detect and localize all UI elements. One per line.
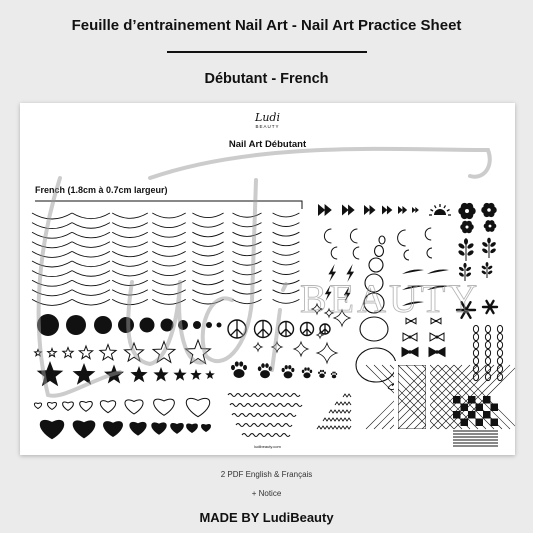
hearts-group <box>34 398 210 438</box>
french-tip-arc <box>32 213 72 219</box>
french-tip-arc <box>152 242 185 247</box>
sparkle-icon <box>317 343 337 363</box>
french-tip-arc <box>273 251 300 255</box>
leaf <box>466 249 474 256</box>
lightning-icon <box>325 264 354 302</box>
moon-icon <box>350 229 357 243</box>
lightning-icon <box>344 286 351 302</box>
french-tip-arc <box>233 232 262 236</box>
bow-icon <box>402 318 445 356</box>
french-tip-arc <box>32 261 72 267</box>
leaf <box>458 272 464 278</box>
french-tip-arc <box>152 299 185 304</box>
paw-toe <box>288 365 291 369</box>
paw-toe <box>331 373 333 375</box>
french-tip-arc <box>72 299 110 305</box>
paw-toe <box>304 367 307 370</box>
star-icon <box>37 361 64 386</box>
checkerboard-pattern <box>453 396 498 426</box>
sparkle-icon <box>254 343 262 351</box>
french-tip-arc <box>233 223 262 227</box>
star-icon <box>104 365 124 384</box>
peace-lines <box>302 323 311 336</box>
moon-icon <box>324 228 432 260</box>
french-tip-arc <box>152 232 185 237</box>
checker-square <box>461 419 469 427</box>
star-icon <box>63 348 73 358</box>
star-icon <box>186 340 211 364</box>
leaf <box>487 238 491 244</box>
argyle-mask <box>396 363 428 431</box>
french-tip-arc <box>233 280 262 284</box>
oval-outline <box>375 246 384 257</box>
filled-circle <box>217 323 222 328</box>
heart-icon <box>63 402 74 410</box>
paw-toe <box>243 365 247 370</box>
stars-group <box>35 340 215 386</box>
paw-toe <box>261 363 265 368</box>
french-tip-arc <box>72 271 110 277</box>
french-tip-arc <box>273 223 300 227</box>
section-underline <box>35 201 302 209</box>
leaf <box>465 272 471 278</box>
checker-square <box>468 411 476 419</box>
checker-square <box>453 396 461 404</box>
bow-knot <box>435 320 437 322</box>
paw-toe <box>302 370 305 373</box>
formats-note: 2 PDF English & Français <box>220 470 313 479</box>
chain-link <box>473 357 478 364</box>
star-icon <box>190 369 201 380</box>
french-tip-arc <box>72 242 110 248</box>
filled-circle <box>178 320 188 330</box>
flower-center <box>465 225 468 228</box>
french-tip-arc <box>233 299 262 303</box>
notice-note: + Notice <box>251 489 282 498</box>
paw-pad <box>234 369 245 378</box>
paw-pad <box>319 374 325 379</box>
french-tip-arc <box>32 299 72 305</box>
arrow-head <box>412 207 416 213</box>
heart-icon <box>73 421 95 438</box>
french-tip-arc <box>32 232 72 238</box>
circles-row <box>37 314 222 336</box>
paw-toe <box>324 371 326 374</box>
french-tip-arc <box>112 242 148 247</box>
moon-icon <box>331 247 337 259</box>
leaf <box>458 266 464 272</box>
sheet-brand-sub: BEAUTY <box>255 124 280 129</box>
sheet-title: Nail Art Débutant <box>228 139 307 150</box>
paw-toe <box>235 361 239 366</box>
oval-outline <box>364 293 384 313</box>
paw-pad <box>284 371 293 378</box>
page-title: Feuille d’entrainement Nail Art - Nail Art Practice Sheet <box>71 17 462 34</box>
checker-square <box>491 419 499 427</box>
french-tip-arc <box>192 290 223 295</box>
star-icon <box>73 363 96 385</box>
moon-icon <box>324 229 331 243</box>
french-tip-arc <box>152 280 185 285</box>
wave-line <box>230 404 302 407</box>
chain-link <box>473 349 478 356</box>
french-tip-arc <box>192 251 223 256</box>
oval-outline <box>365 274 383 292</box>
sun-ray <box>430 210 433 212</box>
arrow-head <box>342 205 349 216</box>
oval-outline <box>379 236 385 244</box>
sparkle-icon <box>312 304 322 314</box>
french-tip-arc <box>233 290 262 294</box>
oval-outline <box>369 258 383 272</box>
paw-toe <box>334 372 336 374</box>
peace-lines <box>257 321 269 338</box>
swoosh-stroke <box>427 270 449 275</box>
french-tip-arc <box>152 271 185 276</box>
chain-link <box>485 333 490 340</box>
flower-center <box>465 209 469 213</box>
paw-toe <box>322 370 324 373</box>
oval-outline <box>360 317 388 341</box>
watermark-word: BEAUTY <box>300 276 481 321</box>
filled-circle <box>37 314 59 336</box>
french-tip-arc <box>112 271 148 276</box>
filled-circle <box>94 316 112 334</box>
paw-icon <box>231 361 337 378</box>
french-tip-arc <box>112 290 148 295</box>
french-tip-arc <box>112 261 148 266</box>
checker-square <box>461 404 469 412</box>
paw-toe <box>269 366 273 371</box>
heart-icon <box>34 403 41 409</box>
french-tip-arc <box>192 242 223 247</box>
star-icon <box>153 342 175 363</box>
moon-icon <box>404 250 409 260</box>
sparkle-icon <box>325 309 333 317</box>
moon-icon <box>353 247 359 259</box>
paw-toe <box>231 365 235 370</box>
arrow-head <box>325 204 332 216</box>
leaf-icon <box>457 238 496 281</box>
french-tip-arc <box>72 261 110 267</box>
leaf <box>481 270 487 275</box>
heart-icon <box>125 400 143 414</box>
french-tip-arc <box>112 223 148 228</box>
chain-link <box>497 333 502 340</box>
swoosh-stroke <box>427 286 449 291</box>
french-tip-arc <box>112 251 148 256</box>
checker-square <box>483 396 491 404</box>
zigzag-line <box>329 410 351 413</box>
french-tip-arc <box>233 251 262 255</box>
heart-icon <box>187 424 198 432</box>
chain-link <box>497 349 502 356</box>
peace-lines <box>231 320 244 338</box>
leaf <box>465 266 471 272</box>
filled-circle <box>140 318 155 333</box>
filled-circle <box>193 321 201 329</box>
leaf <box>466 242 474 249</box>
french-tip-arc <box>192 271 223 276</box>
star-icon <box>173 368 186 381</box>
sun-icon <box>429 204 451 215</box>
sun-half <box>434 209 446 215</box>
leaf <box>481 248 488 255</box>
sparkle-icon <box>294 342 308 356</box>
checker-square <box>476 419 484 427</box>
leaf <box>489 241 496 248</box>
paw-toe <box>320 370 322 373</box>
arrow-icon <box>318 204 419 216</box>
lightning-icon <box>325 285 332 301</box>
leaf <box>464 238 468 244</box>
french-tip-arc <box>32 280 72 286</box>
chain-link <box>473 325 478 332</box>
french-section-label: French (1.8cm à 0.7cm largeur) <box>35 185 168 195</box>
moon-icon <box>398 230 406 246</box>
french-tip-arc <box>32 223 72 229</box>
moon-icon <box>425 228 431 240</box>
leaf <box>481 265 487 270</box>
sparkle-icon <box>272 342 282 352</box>
heart-icon <box>201 424 210 431</box>
french-tip-arc <box>192 213 223 218</box>
leaf <box>486 262 489 266</box>
french-tip-arc <box>72 280 110 286</box>
paw-toe <box>282 368 285 372</box>
chain-link <box>497 341 502 348</box>
french-tip-arc <box>32 290 72 296</box>
chain-link <box>473 341 478 348</box>
practice-sheet <box>20 103 515 455</box>
french-tip-arc <box>192 223 223 228</box>
french-tip-arc <box>273 299 300 303</box>
french-tip-arc <box>32 271 72 277</box>
heart-icon <box>104 422 123 437</box>
peace-lines <box>322 324 329 334</box>
french-tip-arc <box>32 242 72 248</box>
checker-square <box>453 411 461 419</box>
zigzag-line <box>317 426 351 429</box>
filled-circle <box>66 315 86 335</box>
leaf <box>487 270 493 275</box>
chain-link <box>485 325 490 332</box>
paw-pad <box>260 370 270 378</box>
star-icon <box>125 343 144 361</box>
flower-center <box>487 208 491 212</box>
heart-icon <box>130 422 146 435</box>
leaf <box>457 242 465 249</box>
lightning-icon <box>346 264 354 282</box>
french-tip-arc <box>72 232 110 238</box>
paw-toe <box>336 373 338 375</box>
practice-art <box>20 103 515 455</box>
filled-circle <box>161 319 174 332</box>
paw-toe <box>291 368 294 372</box>
chain-link <box>497 357 502 364</box>
zigzag-pyramid <box>317 394 351 429</box>
swoosh-stroke <box>402 286 424 291</box>
wave-lines <box>228 394 302 437</box>
french-tip-arc <box>72 290 110 296</box>
french-tip-arc <box>273 232 300 236</box>
leaf <box>457 249 465 256</box>
star-icon <box>79 346 92 359</box>
star-icon <box>100 345 116 360</box>
bow-knot <box>410 320 412 322</box>
arrow-head <box>402 206 407 214</box>
french-tip-arc <box>273 261 300 265</box>
paw-toe <box>332 372 334 374</box>
leaf <box>489 248 496 255</box>
made-by-credit: MADE BY LudiBeauty <box>199 510 334 525</box>
french-tip-arc <box>192 280 223 285</box>
french-tip-arc <box>273 280 300 284</box>
french-tip-arc <box>192 261 223 266</box>
swoosh-stroke <box>402 302 424 307</box>
arrow-head <box>318 204 325 216</box>
french-tip-arc <box>112 213 148 218</box>
moon-icon <box>427 248 432 258</box>
paw-toe <box>285 365 288 369</box>
leaf <box>463 263 466 268</box>
heart-icon <box>152 423 166 434</box>
french-tip-arc <box>112 280 148 285</box>
french-tip-arc <box>152 251 185 256</box>
arrow-head <box>398 206 403 214</box>
zigzag-line <box>343 394 351 397</box>
heart-icon <box>80 401 93 411</box>
arrow-head <box>364 205 370 215</box>
star-icon <box>153 367 168 382</box>
leaf <box>487 265 493 270</box>
checker-square <box>483 411 491 419</box>
filled-circle <box>118 317 134 333</box>
arrow-head <box>370 205 376 215</box>
french-tip-arc <box>273 213 300 217</box>
chain-link <box>497 325 502 332</box>
heart-icon <box>171 423 184 433</box>
filled-circle <box>206 322 212 328</box>
bow-knot <box>435 335 438 338</box>
chain-link <box>473 333 478 340</box>
checker-square <box>491 404 499 412</box>
bow-knot <box>408 350 412 354</box>
french-tip-arc <box>152 290 185 295</box>
checker-square <box>476 404 484 412</box>
title-divider <box>167 51 367 53</box>
arrow-head <box>387 206 392 215</box>
star-icon <box>35 350 42 356</box>
french-tip-arc <box>273 290 300 294</box>
bow-knot <box>435 350 439 354</box>
paw-toe <box>307 367 310 370</box>
french-tip-arc <box>273 271 300 275</box>
heart-icon <box>100 401 115 413</box>
oval-outlines <box>356 236 396 382</box>
french-tip-arc <box>233 242 262 246</box>
star-icon <box>130 366 147 382</box>
chain-link <box>485 357 490 364</box>
checker-square <box>468 396 476 404</box>
swoosh-lines <box>402 270 449 307</box>
french-tip-arc <box>233 261 262 265</box>
bow-knot <box>408 335 411 338</box>
peace-lines <box>281 322 292 337</box>
paw-toe <box>310 370 313 373</box>
french-tip-arc <box>273 242 300 246</box>
lightning-icon <box>328 264 336 282</box>
french-tip-arc <box>233 213 262 217</box>
paw-pad <box>332 375 336 379</box>
heart-icon <box>186 398 209 416</box>
french-tip-arc <box>112 232 148 237</box>
french-tip-arc <box>32 251 72 257</box>
chain-link <box>485 349 490 356</box>
snowflake-icon <box>457 301 497 318</box>
leaf <box>481 241 488 248</box>
peace-icon <box>228 320 330 338</box>
french-tip-arc <box>72 251 110 257</box>
paw-toe <box>265 363 269 368</box>
french-tip-arc <box>72 213 110 219</box>
heart-icon <box>40 420 63 438</box>
paw-toe <box>258 366 262 371</box>
wave-line <box>232 414 296 417</box>
french-tip-arc <box>233 271 262 275</box>
star-icon <box>205 370 215 379</box>
french-tip-arc <box>152 261 185 266</box>
arrow-head <box>348 205 355 216</box>
zigzag-line <box>335 402 351 405</box>
swoosh-stroke <box>402 270 424 275</box>
chain-link <box>485 341 490 348</box>
page-subtitle: Débutant - French <box>204 71 329 87</box>
sun-ray <box>447 210 450 212</box>
french-tip-arc <box>152 223 185 228</box>
french-tip-arc <box>112 299 148 304</box>
paw-toe <box>318 371 320 374</box>
heart-icon <box>47 402 56 409</box>
french-tips-group <box>32 213 299 305</box>
paw-toe <box>239 361 243 366</box>
wave-line <box>242 434 290 437</box>
sheet-website: ludibeauty.com <box>254 444 281 449</box>
french-tip-arc <box>72 223 110 229</box>
arrow-head <box>415 207 419 213</box>
sparkle-icon <box>334 310 350 326</box>
flower-center <box>489 225 492 228</box>
arrow-head <box>382 206 387 215</box>
star-icon <box>48 349 57 357</box>
sun-ray <box>435 205 437 208</box>
sheet-brand-logo: Ludi <box>255 111 280 124</box>
wave-line <box>236 424 292 427</box>
flower-icon <box>458 203 496 233</box>
zigzag-line <box>323 418 351 421</box>
french-tip-arc <box>152 213 185 218</box>
sun-ray <box>444 205 446 208</box>
french-tip-arc <box>192 299 223 304</box>
french-tip-arc <box>192 232 223 237</box>
heart-icon <box>154 399 175 415</box>
wave-line <box>228 394 300 397</box>
paw-pad <box>303 372 310 378</box>
